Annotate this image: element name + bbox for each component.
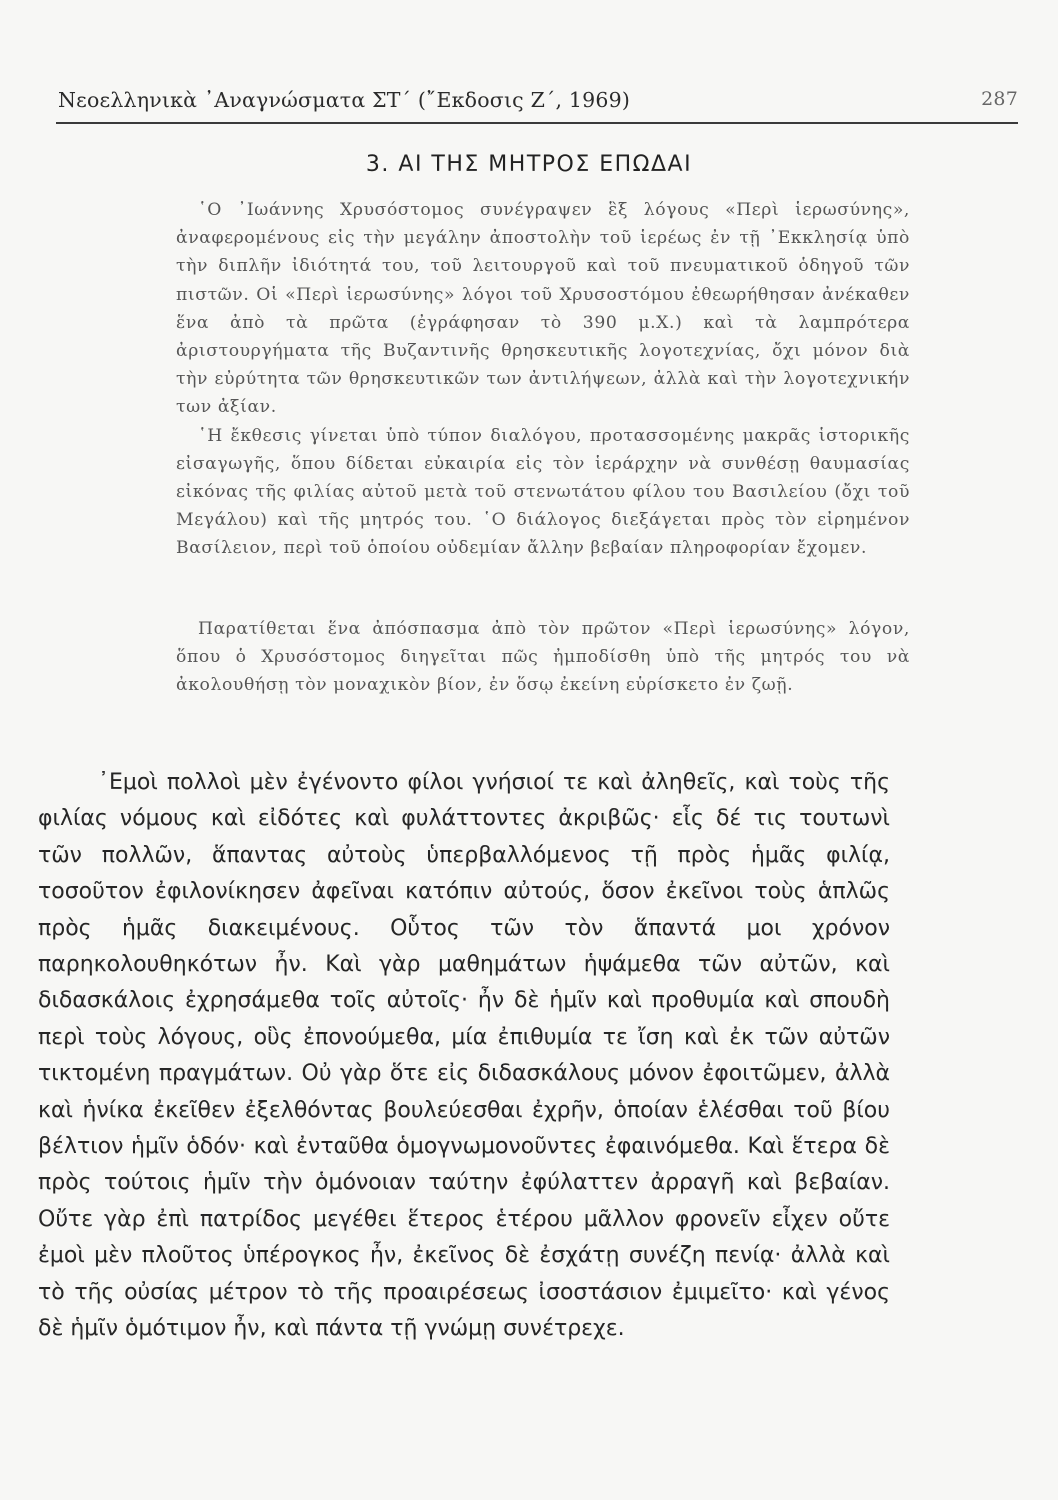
introduction-note xyxy=(176,615,910,700)
page-number: 287 xyxy=(981,88,1018,110)
running-header xyxy=(58,88,1018,118)
intro-paragraph: ῾Ο ᾿Ιωάννης Χρυσόστομος συνέγραψεν ἓξ λόγους «Περὶ ἱερωσύνης», ἀναφερομένους εἰς τὴν μεγάλην ἀποστολὴν τοῦ ἱερέως ἐν τῇ ᾿Εκκλησίᾳ ὑπὸ τὴν διπλῆν ἰδιότητά του, τοῦ λειτουργοῦ καὶ τοῦ πνευματικοῦ ὁδηγοῦ τῶν πιστῶν. Οἱ «Περὶ ἱερωσύνης» λόγοι τοῦ Χρυσοστόμου ἐθεωρήθησαν ἀνέκαθεν ἕνα ἀπὸ τὰ πρῶτα (ἐγράφησαν τὸ 390 μ.Χ.) καὶ τὰ λαμπρότερα ἀριστουργήματα τῆς Βυζαντινῆς θρησκευτικῆς λογοτεχνίας, ὄχι μόνον διὰ τὴν εὐρύτητα τῶν θρησκευτικῶν των ἀντιλήψεων, ἀλλὰ καὶ τὴν λογοτεχνικήν των ἀξίαν. xyxy=(176,200,910,418)
running-title: Νεοελληνικὰ ᾿Αναγνώσματα ΣΤ΄ (῎Εκδοσις Ζ΄, 1969) xyxy=(58,88,631,112)
introduction xyxy=(176,196,910,563)
main-text xyxy=(38,765,890,1348)
intro-paragraph: ῾Η ἔκθεσις γίνεται ὑπὸ τύπον διαλόγου, προτασσομένης μακρᾶς ἱστορικῆς εἰσαγωγῆς, ὅπου δίδεται εὐκαιρία εἰς τὸν ἱεράρχην νὰ συνθέσῃ θαυμασίας εἰκόνας τῆς φιλίας αὐτοῦ μετὰ τοῦ στενωτάτου φίλου του Βασιλείου (ὄχι τοῦ Μεγάλου) καὶ τῆς μητρός του. ῾Ο διάλογος διεξάγεται πρὸς τὸν εἰρημένον Βασίλειον, περὶ τοῦ ὁποίου οὐδεμίαν ἄλλην βεβαίαν πληροφορίαν ἔχομεν. xyxy=(176,425,910,559)
main-paragraph: ᾿Εμοὶ πολλοὶ μὲν ἐγένοντο φίλοι γνήσιοί τε καὶ ἀληθεῖς, καὶ τοὺς τῆς φιλίας νόμους καὶ εἰδότες καὶ φυλάττοντες ἀκριβῶς· εἷς δέ τις τουτωνὶ τῶν πολλῶν, ἅπαντας αὐτοὺς ὑπερβαλλόμενος τῇ πρὸς ἡμᾶς φιλίᾳ, τοσοῦτον ἐφιλονίκησεν ἀφεῖναι κατόπιν αὐτούς, ὅσον ἐκεῖνοι τοὺς ἁπλῶς πρὸς ἡμᾶς διακειμένους. Οὗτος τῶν τὸν ἅπαντά μοι χρόνον παρηκολουθηκότων ἦν. Καὶ γὰρ μαθημάτων ἡψάμεθα τῶν αὐτῶν, καὶ διδασκάλοις ἐχρησάμεθα τοῖς αὐτοῖς· ἦν δὲ ἡμῖν καὶ προθυμία καὶ σπουδὴ περὶ τοὺς λόγους, οὓς ἐπονούμεθα, μία ἐπιθυμία τε ἴση καὶ ἐκ τῶν αὐτῶν τικτομένη πραγμάτων. Οὐ γὰρ ὅτε εἰς διδασκάλους μόνον ἐφοιτῶμεν, ἀλλὰ καὶ ἡνίκα ἐκεῖθεν ἐξελθόντας βουλεύεσθαι ἐχρῆν, ὁποίαν ἑλέσθαι τοῦ βίου βέλτιον ἡμῖν ὁδόν· καὶ ἐνταῦθα ὁμογνωμονοῦντες ἐφαινόμεθα. Καὶ ἕτερα δὲ πρὸς τούτοις ἡμῖν τὴν ὁμόνοιαν ταύτην ἐφύλαττεν ἀρραγῆ καὶ βεβαίαν. Οὔτε γὰρ ἐπὶ πατρίδος μεγέθει ἕτερος ἑτέρου μᾶλλον φρονεῖν εἶχεν οὔτε ἐμοὶ μὲν πλοῦτος ὑπέρογκος ἦν, ἐκεῖνος δὲ ἐσχάτῃ συνέζη πενίᾳ· ἀλλὰ καὶ τὸ τῆς οὐσίας μέτρον τὸ τῆς προαιρέσεως ἰσοστάσιον ἐμιμεῖτο· καὶ γένος δὲ ἡμῖν ὁμότιμον ἦν, καὶ πάντα τῇ γνώμῃ συνέτρεχε. xyxy=(38,770,890,1342)
header-rule xyxy=(56,122,1018,124)
chapter-title: 3. ΑΙ ΤΗΣ ΜΗΤΡΟΣ ΕΠΩΔΑΙ xyxy=(365,152,693,177)
intro-paragraph: Παρατίθεται ἕνα ἀπόσπασμα ἀπὸ τὸν πρῶτον «Περὶ ἱερωσύνης» λόγον, ὅπου ὁ Χρυσόστομος διηγεῖται πῶς ἠμποδίσθη ὑπὸ τῆς μητρός του νὰ ἀκολουθήσῃ τὸν μοναχικὸν βίον, ἐν ὅσῳ ἐκείνη εὑρίσκετο ἐν ζωῇ. xyxy=(176,619,910,696)
